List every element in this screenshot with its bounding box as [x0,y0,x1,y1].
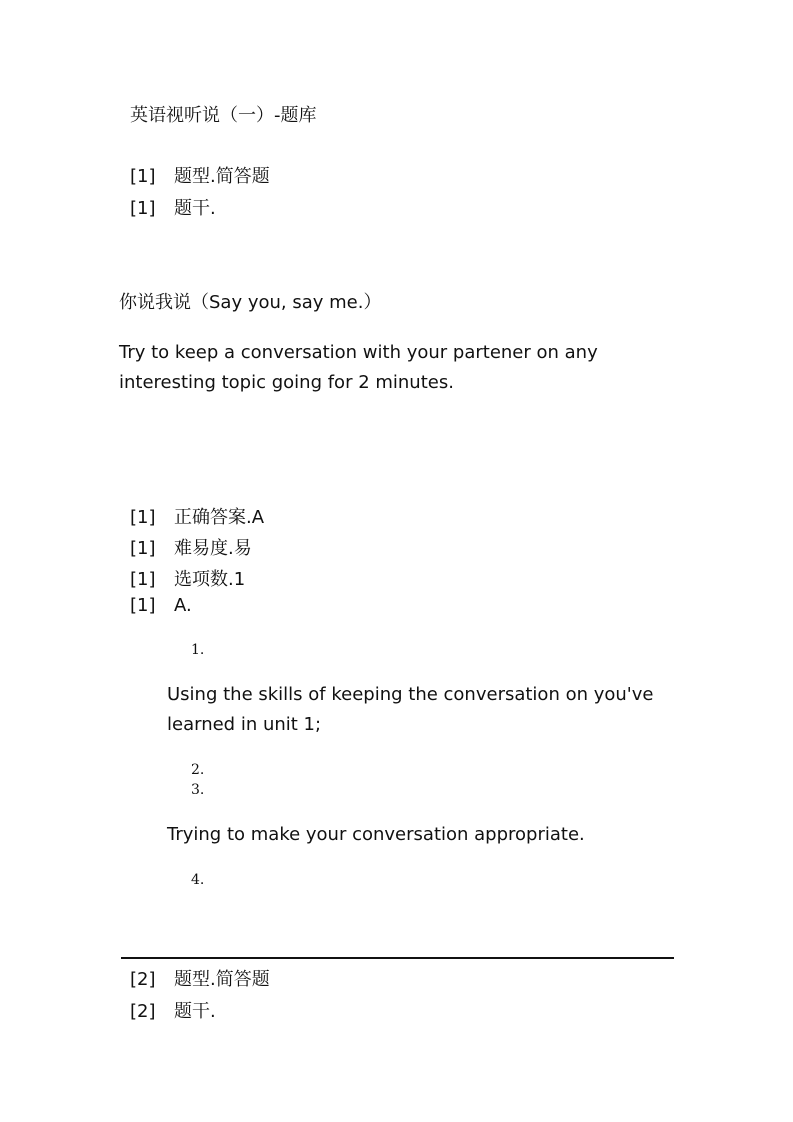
q1-stem-line [130,194,216,220]
q2-stem-number: [2] [130,1001,156,1022]
q1-answer-text: 正确答案.A [174,507,265,528]
q2-type-text: 题型.简答题 [174,969,270,990]
q1-option-line [130,595,192,616]
q1-stem-text: 题干. [174,198,216,219]
q2-type-number: [2] [130,969,156,990]
q2-stem-line [130,997,216,1023]
q1-answer-line [130,503,264,529]
q1-prompt-line-2: interesting topic going for 2 minutes. [119,372,454,393]
q1-type-number: [1] [130,166,156,187]
document-title: 英语视听说（一）-题库 [130,105,317,126]
q2-type-line [130,965,270,991]
item1-text-line-2: learned in unit 1; [167,714,322,735]
q1-options-count-number: [1] [130,569,156,590]
q1-difficulty-line [130,534,252,560]
q2-stem-text: 题干. [174,1001,216,1022]
item-number-1: 1. [191,642,205,658]
item1-text-line-1: Using the skills of keeping the conversation on you've [167,684,654,705]
q1-difficulty-number: [1] [130,538,156,559]
item3-text: Trying to make your conversation appropriate. [167,824,585,845]
q1-difficulty-text: 难易度.易 [174,538,252,559]
q1-stem-number: [1] [130,198,156,219]
q1-type-line [130,162,270,188]
q1-option-text: A. [174,595,192,616]
item-number-2: 2. [191,762,205,778]
q1-options-count-text: 选项数.1 [174,569,246,590]
q1-prompt-line-1: Try to keep a conversation with your partener on any [119,342,598,363]
q1-answer-number: [1] [130,507,156,528]
q1-heading: 你说我说（Say you, say me.） [119,292,382,313]
item-number-4: 4. [191,872,205,888]
q1-options-count-line [130,565,245,591]
q1-option-number: [1] [130,595,156,616]
item-number-3: 3. [191,782,205,798]
q1-type-text: 题型.简答题 [174,166,270,187]
section-divider [121,957,674,959]
